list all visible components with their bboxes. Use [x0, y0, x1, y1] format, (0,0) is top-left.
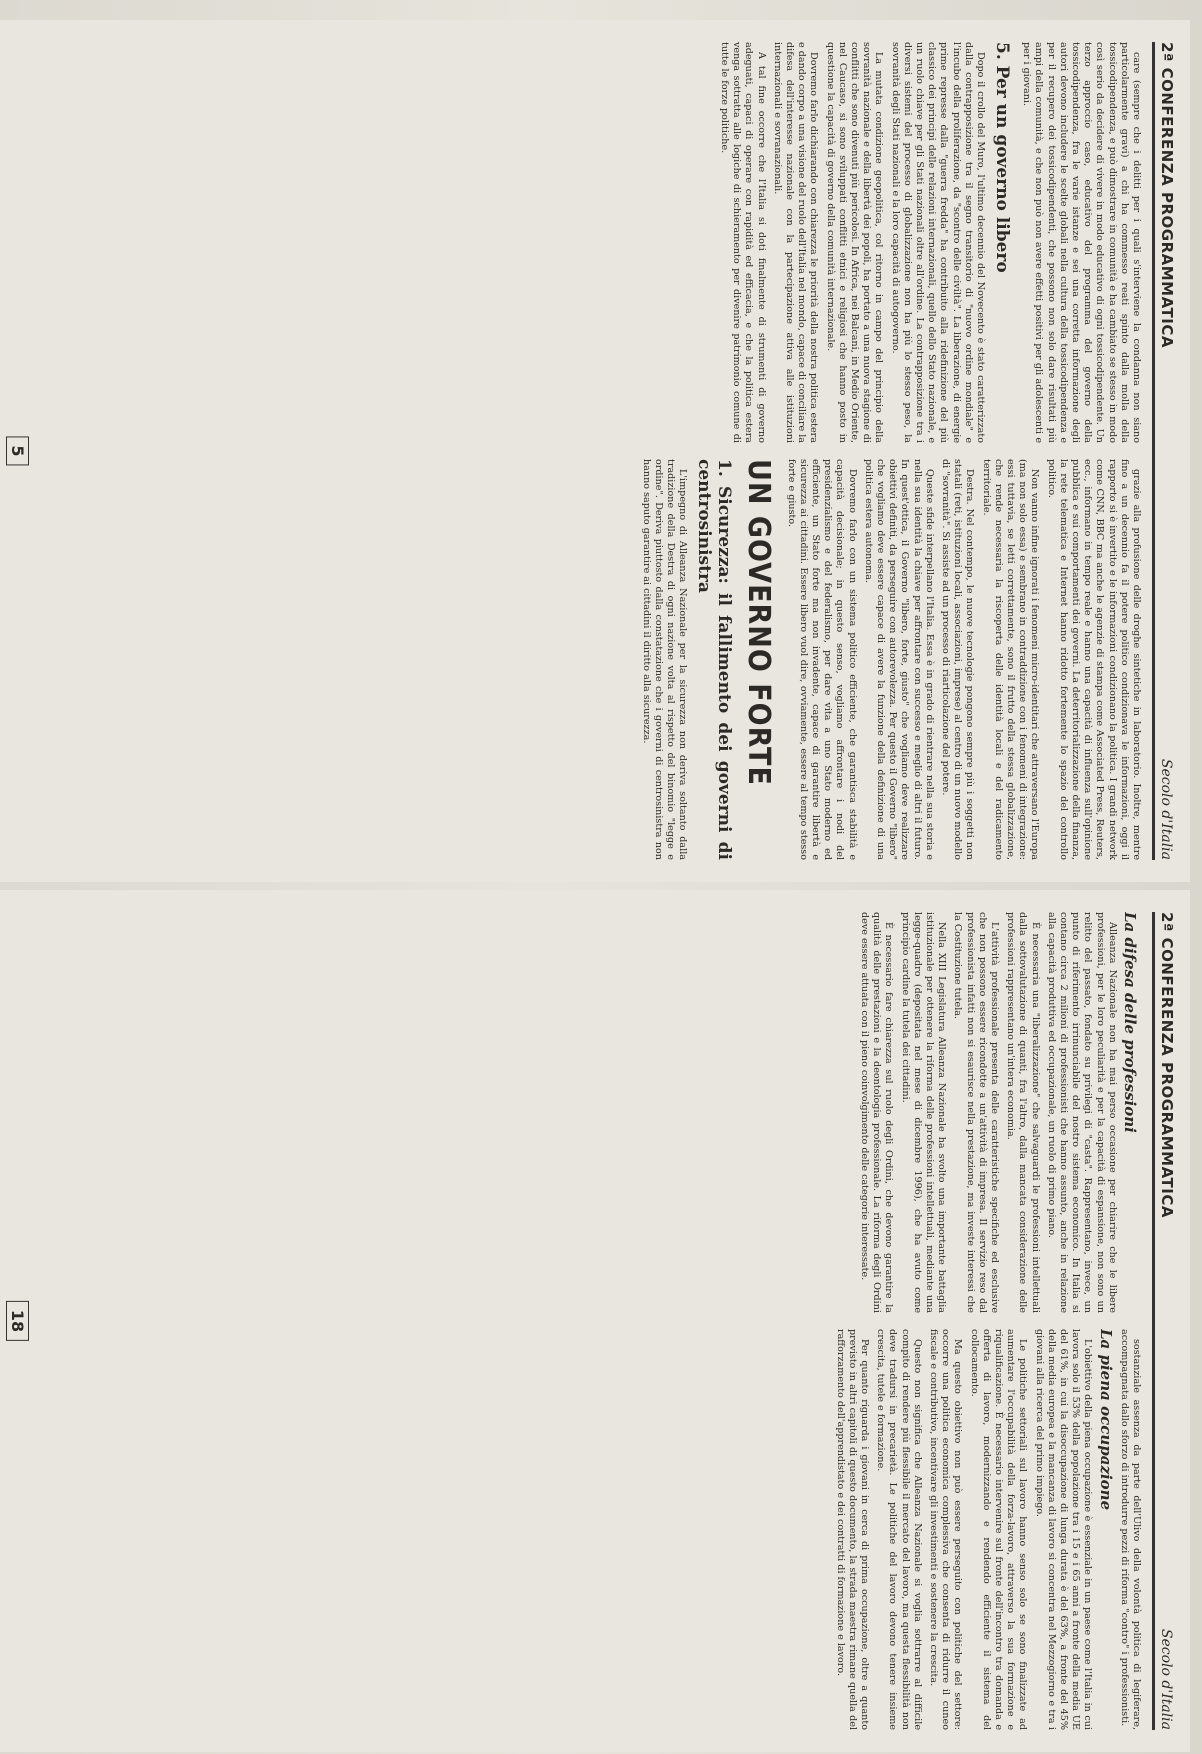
page-number: 18 — [6, 1301, 29, 1341]
page-number: 5 — [6, 436, 29, 465]
paragraph: È necessaria una "liberalizzazione" che salvaguardi le professioni intellettuali dalla sottovalutazione di quanti, fra l'altro, dalla mancata considerazione delle professioni rappresentano un'intera economia. — [1005, 912, 1041, 1313]
paragraph: L'attività professionale presenta delle caratteristiche specifiche ed esclusive che non possono essere ricondotte a un'attività di impresa. Il servizio reso dal professionista infatti non si esaurisce nella prestazione, ma investe interessi che la Costituzione tutela. — [952, 912, 1000, 1313]
text-columns — [42, 912, 1142, 1730]
column-right — [42, 459, 1142, 860]
paragraph: È necessario fare chiarezza sul ruolo degli Ordini, che devono garantire la qualità delle prestazioni e la deontologia professionale. La riforma degli Ordini deve essere attuata con il pieno coinvolgimento delle categorie interessate. — [858, 912, 895, 1313]
paragraph: Alleanza Nazionale non ha mai perso occasione per chiarire che le libere professioni, per le loro peculiarità e per la capacità di espansione, non sono un relitto del passato, fondato su privilegi di "casta". Rappresentano, invece, un punto di riferimento irrinunciabile del nostro sistema economico. In Italia si contano circa 2 milioni di professionisti che hanno assunto, anche in relazione alla capacità produttiva ed occupazionale, un ruolo di primo piano. — [1045, 912, 1118, 1313]
section-heading: La difesa delle professioni — [1121, 912, 1139, 1133]
paragraph: L'impegno di Alleanza Nazionale per la sicurezza non deriva soltanto dalla tradizione della Destra di ogni nazione volta al rispetto del binomio "legge e ordine". Deriva piuttosto dalla constatazione che i governi di centrosinistra non hanno saputo garantire ai cittadini il diritto alla sicurezza. — [640, 459, 689, 860]
column-left — [42, 42, 1142, 443]
conference-title: 2ª CONFERENZA PROGRAMMATICA — [1158, 42, 1176, 348]
paragraph: Per quanto riguarda i giovani in cerca di prima occupazione, oltre a quanto previsto in altri capitoli di questo documento, la strada maestra rimane quella del rafforzamento dell'apprendistato e dei contratti di formazione e lavoro. — [834, 1329, 870, 1730]
section-heading: 1. Sicurezza: il fallimento dei governi di centrosinistra — [694, 459, 735, 860]
paragraph: Questo non significa che Alleanza Nazionale si voglia sottrarre al difficile compito di rendere più flessibile il mercato del lavoro, ma questa flessibilità non deve tradursi in precarietà. Le politiche del lavoro devono tenere insieme crescita, tutele e formazione. — [875, 1329, 923, 1730]
paragraph: grazie alla profusione delle droghe sintetiche in laboratorio. Inoltre, mentre fino a un decennio fa il potere politico condizionava le informazioni, oggi il rapporto si è invertito e le informazioni condizionano la politica. I grandi network come CNN, BBC ma anche le agenzie di stampa come Associated Press, Reuters, ecc., informano in tempo reale e hanno una capacità di influenza sull'opinione pubblica e sui comportamenti dei governi. La deterritorializzazione della finanza, la rete telematica e Internet hanno ridotto fortemente lo spazio del controllo politico. — [1045, 459, 1142, 860]
paragraph: A tal fine occorre che l'Italia si doti finalmente di strumenti di governo adeguati, capaci di operare con rapidità ed efficacia, e che la politica estera venga sottratta alle logiche di schieramento per divenire patrimonio comune di tutte le forze politiche. — [718, 42, 767, 443]
paragraph: care (sempre che i delitti per i quali s'interviene la condanna non siano particolarmente gravi) a chi ha commesso reati spinto dalla molla della tossicodipendenza, e può dimostrare in comunità e ha cambiato se stesso in modo così serio da decidere di vivere in modo educativo di ogni tossicodipendente. Un terzo approccio caso, educativo del programma del governo della tossicodipendenza, fra le varie istanze e sei una corretta informazione degli autori devono includere le scelte globali nella cultura della tossicodipendenza e per il recupero dei tossicodipendenti, che possono non solo dare risultati più ampi della comunità, e che non può non avere effetti positivi per gli adolescenti e per i giovani. — [1021, 42, 1142, 443]
paragraph: La mutata condizione geopolitica, col ritorno in campo del principio della sovranità nazionale e della libertà dei popoli, ha portato a una nuova stagione di conflitti che sono divenuti più pericolosi. In Africa, nei Balcani, in Medio Oriente, nel Caucaso, si sono sviluppati conflitti etnici e religiosi che hanno posto in questione la capacità di governo della comunità internazionale. — [824, 42, 885, 443]
paragraph: Non vanno infine ignorati i fenomeni micro-identitari che attraversano l'Europa (ma non solo essa) e sembrano in contraddizione con i fenomeni di integrazione: essi tuttavia, se letti correttamente, sono il frutto della stessa globalizzazione, che rende necessaria la riscoperta delle identità locali e del radicamento territoriale. — [980, 459, 1041, 860]
paragraph: Ma questo obiettivo non può essere perseguito con politiche del settore: occorre una politica economica complessiva che consenta di ridurre il cuneo fiscale e contributivo, incentivare gli investimenti e sostenere la crescita. — [927, 1329, 964, 1730]
column-left — [42, 912, 1142, 1313]
section-heading: La piena occupazione — [1096, 1329, 1115, 1511]
paragraph: Dopo il crollo del Muro, l'ultimo decennio del Novecento è stato caratterizzato dalla contrapposizione tra il segno transitorio di "nuovo ordine mondiale" e l'incubo della proliferazione, da "scontro delle civiltà". La liberazione, di energie prime represse dalla "guerra fredda" ha contribuito alla ridefinizione del più classico dei principi delle relazioni internazionali, quello dello Stato nazionale, e un ruolo chiave per gli Stati nazionali oltre all'ordine. La contrapposizione tra i diversi sistemi del processo di globalizzazione non ha più lo stesso peso, la sovranità degli Stati nazionali e la loro capacità di autogoverno. — [889, 42, 986, 443]
paragraph: L'obiettivo della piena occupazione è essenziale in un paese come l'Italia in cui lavora solo il 53% della popolazione tra i 15 e i 65 anni a fronte della media UE del 61%, in cui la disoccupazione di lunga durata è del 63%, a fronte del 45% della media europea e la mancanza di lavoro si concentra nel Mezzogiorno e tra i giovani alla ricerca del primo impiego. — [1033, 1329, 1094, 1730]
paragraph: Destra. Nel contempo, le nuove tecnologie pongono sempre più i soggetti non statali (reti, istituzioni locali, associazioni, imprese) al centro di un nuovo modello di "sovranità". Si assiste ad un processo di riarticolazione del potere. — [939, 459, 976, 860]
chapter-heading: UN GOVERNO FORTE — [741, 459, 777, 786]
page-5 — [0, 20, 1190, 882]
section-heading: 5. Per un governo libero — [991, 42, 1012, 273]
column-right — [42, 1329, 1142, 1730]
paragraph: Nella XIII Legislatura Alleanza Nazionale ha svolto una importante battaglia istituzionale per ottenere la riforma delle professioni intellettuali, mediante una legge-quadro (depositata nel mese di dicembre 1996), che ha avuto come principio cardine la tutela dei cittadini. — [899, 912, 948, 1313]
running-header — [1152, 42, 1176, 860]
paragraph: Queste sfide interpellano l'Italia. Essa è in grado di rientrare nella sua storia e nella sua identità la chiave per affrontare con successo e meglio di altri il futuro. In quest'ottica, il Governo "libero, forte, giusto" che vogliamo deve realizzare obiettivi definiti, da perseguire con autorevolezza. Per questo il Governo "libero" che vogliamo deve essere capace di avere la funzione della definizione di una politica estera autonoma. — [862, 459, 935, 860]
masthead: Secolo d'Italia — [1158, 758, 1174, 860]
paragraph: Dovremo farlo con un sistema politico efficiente, che garantisca stabilità e capacità decisionale; in questo senso, vogliamo affrontare i nodi del presidenzialismo e del federalismo, per dare vita a uno Stato moderno ed efficiente, un Stato forte ma non invadente, capace di garantire libertà e sicurezza ai cittadini. Essere libero vuol dire, ovviamente, essere al tempo stesso forte e giusto. — [785, 459, 858, 860]
running-header — [1152, 912, 1176, 1730]
page-18 — [0, 890, 1190, 1752]
paragraph: Le politiche settoriali sul lavoro hanno senso solo se sono finalizzate ad aumentare l'occupabilità della forza-lavoro, attraverso la sua formazione e riqualificazione. È necessario intervenire sul fronte dell'incontro tra domanda e offerta di lavoro, modernizzando e rendendo efficiente il sistema del collocamento. — [968, 1329, 1029, 1730]
text-columns — [42, 42, 1142, 860]
masthead: Secolo d'Italia — [1158, 1628, 1174, 1730]
paragraph: Dovremo farlo dichiarando con chiarezza le priorità della nostra politica estera e dando corpo a una visione del ruolo dell'Italia nel mondo, capace di conciliare la difesa dell'interesse nazionale con la partecipazione attiva alle istituzioni internazionali e sovranazionali. — [771, 42, 820, 443]
conference-title: 2ª CONFERENZA PROGRAMMATICA — [1158, 912, 1176, 1218]
paragraph: sostanziale assenza da parte dell'Ulivo della volontà politica di legiferare, accompagnata dallo sforzo di introdurre pezzi di riforma "contro" i professionisti. — [1118, 1329, 1142, 1730]
